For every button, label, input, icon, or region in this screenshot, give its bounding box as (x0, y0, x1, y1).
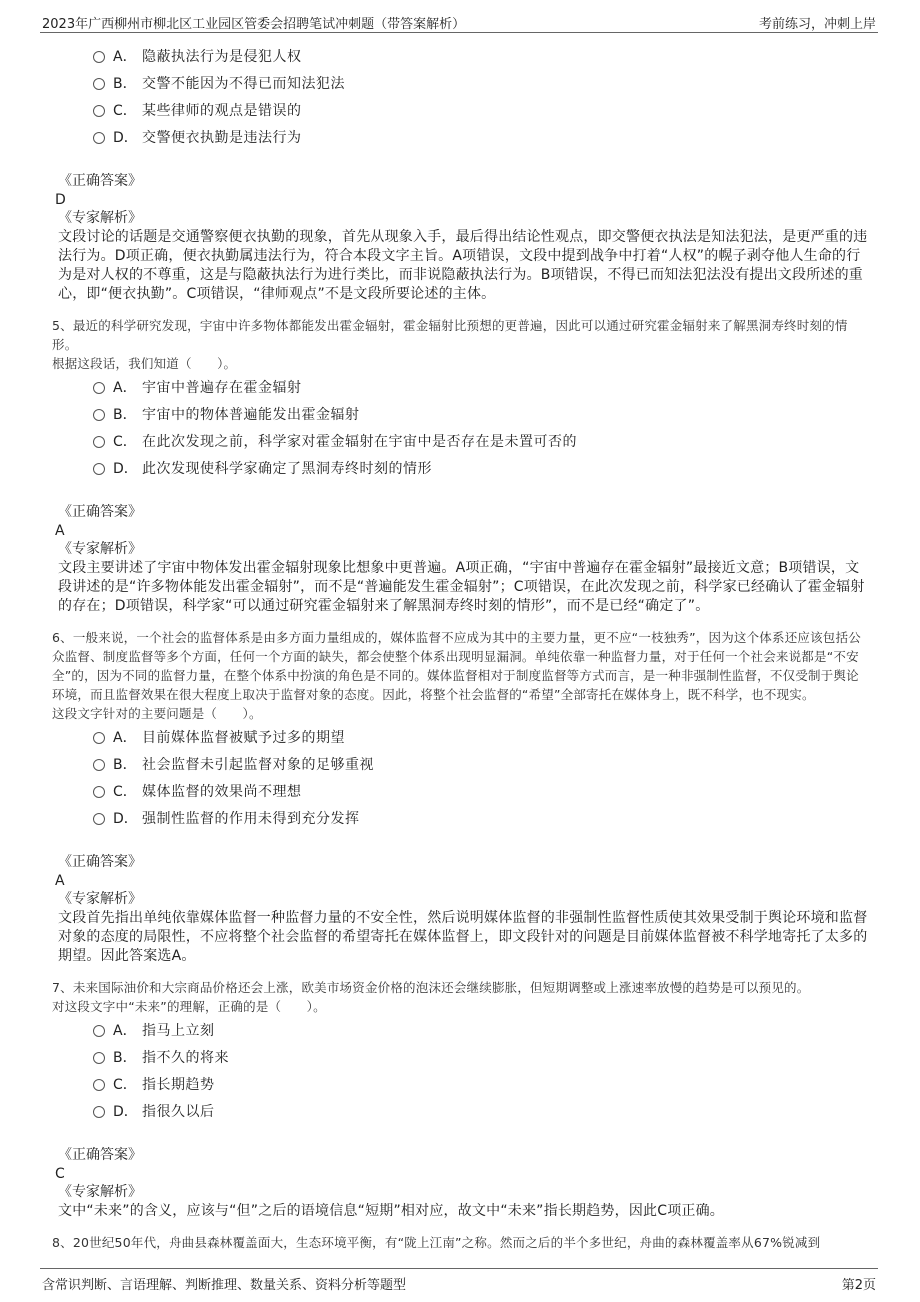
radio-icon[interactable] (93, 1079, 105, 1091)
document-body (52, 42, 872, 1252)
question-5 (52, 316, 872, 616)
question-6 (52, 628, 872, 966)
page-header (40, 10, 878, 33)
explanation-text: 文段讨论的话题是交通警察便衣执勤的现象，首先从现象入手，最后得出结论性观点，即交警便衣执法是知法犯法，是更严重的违法行为。D项正确，便衣执勤属违法行为，符合本段文字主旨。A项错误，文段中提到战争中打着“人权”的幌子剥夺他人生命的行为是对人权的不尊重，这是与隐蔽执法行为进行类比，而非说隐蔽执法行为。B项错误，不得已而知法犯法没有提出文段所述的重心，即“便衣执勤”。C项错误，“律师观点”不是文段所要论述的主体。 (58, 229, 868, 302)
radio-icon[interactable] (93, 1106, 105, 1118)
question-prompt: 这段文字针对的主要问题是（ ）。 (52, 706, 262, 721)
option-c[interactable]: C． 指长期趋势 (52, 1070, 872, 1097)
option-d[interactable]: D． 交警便衣执勤是违法行为 (52, 123, 872, 150)
radio-icon[interactable] (93, 463, 105, 475)
answer-label: 《正确答案》 (58, 504, 142, 520)
question-prompt: 根据这段话，我们知道（ ）。 (52, 356, 237, 371)
explanation-label: 《专家解析》 (58, 210, 142, 226)
option-b[interactable]: B． 指不久的将来 (52, 1043, 872, 1070)
radio-icon[interactable] (93, 105, 105, 117)
page-number: 第2页 (841, 1278, 876, 1293)
answer-label: 《正确答案》 (58, 173, 142, 189)
explanation-label: 《专家解析》 (58, 1184, 142, 1200)
option-d[interactable]: D． 指很久以后 (52, 1097, 872, 1124)
option-a[interactable]: A． 指马上立刻 (52, 1016, 872, 1043)
radio-icon[interactable] (93, 1052, 105, 1064)
option-b[interactable]: B． 交警不能因为不得已而知法犯法 (52, 69, 872, 96)
radio-icon[interactable] (93, 382, 105, 394)
radio-icon[interactable] (93, 132, 105, 144)
option-b[interactable]: B． 宇宙中的物体普遍能发出霍金辐射 (52, 400, 872, 427)
page-footer (40, 1268, 878, 1293)
answer-label: 《正确答案》 (58, 854, 142, 870)
explanation-text: 文段首先指出单纯依靠媒体监督一种监督力量的不安全性，然后说明媒体监督的非强制性监督性质使其效果受制于舆论环境和监督对象的态度的局限性，不应将整个社会监督的希望寄托在媒体监督上，即文段针对的问题是目前媒体监督被不科学地寄托了太多的期望。因此答案选A。 (58, 910, 868, 964)
option-c[interactable]: C． 媒体监督的效果尚不理想 (52, 777, 872, 804)
correct-answer: A (55, 523, 65, 539)
option-d[interactable]: D． 强制性监督的作用未得到充分发挥 (52, 804, 872, 831)
correct-answer: A (55, 873, 65, 889)
question-stem: 6、一般来说，一个社会的监督体系是由多方面力量组成的，媒体监督不应成为其中的主要力量，更不应“一枝独秀”，因为这个体系还应该包括公众监督、制度监督等多个方面，任何一个方面的缺失，都会使整个体系出现明显漏洞。单纯依靠一种监督力量，对于任何一个社会来说都是“不安全”的，因为不同的监督力量，在整个体系中扮演的角色是不同的。媒体监督相对于制度监督等方式而言，是一种非强制性监督，不仅受制于舆论环境，而且监督效果在很大程度上取决于监督对象的态度。因此，将整个社会监督的“希望”全部寄托在媒体身上，既不科学，也不现实。 (52, 630, 861, 702)
question-7 (52, 978, 872, 1221)
question-stem: 8、20世纪50年代，舟曲县森林覆盖面大，生态环境平衡，有“陇上江南”之称。然而之后的半个多世纪，舟曲的森林覆盖率从67%锐减到 (52, 1235, 821, 1250)
explanation-label: 《专家解析》 (58, 891, 142, 907)
radio-icon[interactable] (93, 813, 105, 825)
radio-icon[interactable] (93, 78, 105, 90)
option-a[interactable]: A． 目前媒体监督被赋予过多的期望 (52, 723, 872, 750)
document-title: 2023年广西柳州市柳北区工业园区管委会招聘笔试冲刺题（带答案解析） (42, 17, 466, 32)
explanation-text: 文中“未来”的含义，应该与“但”之后的语境信息“短期”相对应，故文中“未来”指长期趋势，因此C项正确。 (58, 1203, 724, 1219)
question-prompt: 对这段文字中“未来”的理解，正确的是（ ）。 (52, 999, 326, 1014)
radio-icon[interactable] (93, 786, 105, 798)
explanation-label: 《专家解析》 (58, 541, 142, 557)
radio-icon[interactable] (93, 1025, 105, 1037)
radio-icon[interactable] (93, 732, 105, 744)
footer-topics: 含常识判断、言语理解、判断推理、数量关系、资料分析等题型 (42, 1278, 407, 1293)
question-8 (52, 1233, 872, 1252)
option-c[interactable]: C． 某些律师的观点是错误的 (52, 96, 872, 123)
option-b[interactable]: B． 社会监督未引起监督对象的足够重视 (52, 750, 872, 777)
option-c[interactable]: C． 在此次发现之前，科学家对霍金辐射在宇宙中是否存在是未置可否的 (52, 427, 872, 454)
radio-icon[interactable] (93, 409, 105, 421)
option-d[interactable]: D． 此次发现使科学家确定了黑洞寿终时刻的情形 (52, 454, 872, 481)
option-a[interactable]: A． 宇宙中普遍存在霍金辐射 (52, 373, 872, 400)
question-stem: 7、未来国际油价和大宗商品价格还会上涨，欧美市场资金价格的泡沫还会继续膨胀，但短期调整或上涨速率放慢的趋势是可以预见的。 (52, 980, 810, 995)
explanation-text: 文段主要讲述了宇宙中物体发出霍金辐射现象比想象中更普遍。A项正确，“宇宙中普遍存在霍金辐射”最接近文意；B项错误，文段讲述的是“许多物体能发出霍金辐射”，而不是“普遍能发生霍金辐射”；C项错误，在此次发现之前，科学家已经确认了霍金辐射的存在；D项错误，科学家“可以通过研究霍金辐射来了解黑洞寿终时刻的情形”，而不是已经“确定了”。 (58, 560, 865, 614)
question-stem: 5、最近的科学研究发现，宇宙中许多物体都能发出霍金辐射，霍金辐射比预想的更普遍，因此可以通过研究霍金辐射来了解黑洞寿终时刻的情形。 (52, 318, 848, 352)
radio-icon[interactable] (93, 759, 105, 771)
radio-icon[interactable] (93, 436, 105, 448)
question-4 (52, 42, 872, 304)
option-a[interactable]: A． 隐蔽执法行为是侵犯人权 (52, 42, 872, 69)
correct-answer: D (55, 192, 66, 208)
header-slogan: 考前练习，冲刺上岸 (758, 17, 876, 32)
answer-label: 《正确答案》 (58, 1147, 142, 1163)
correct-answer: C (55, 1166, 65, 1182)
radio-icon[interactable] (93, 51, 105, 63)
